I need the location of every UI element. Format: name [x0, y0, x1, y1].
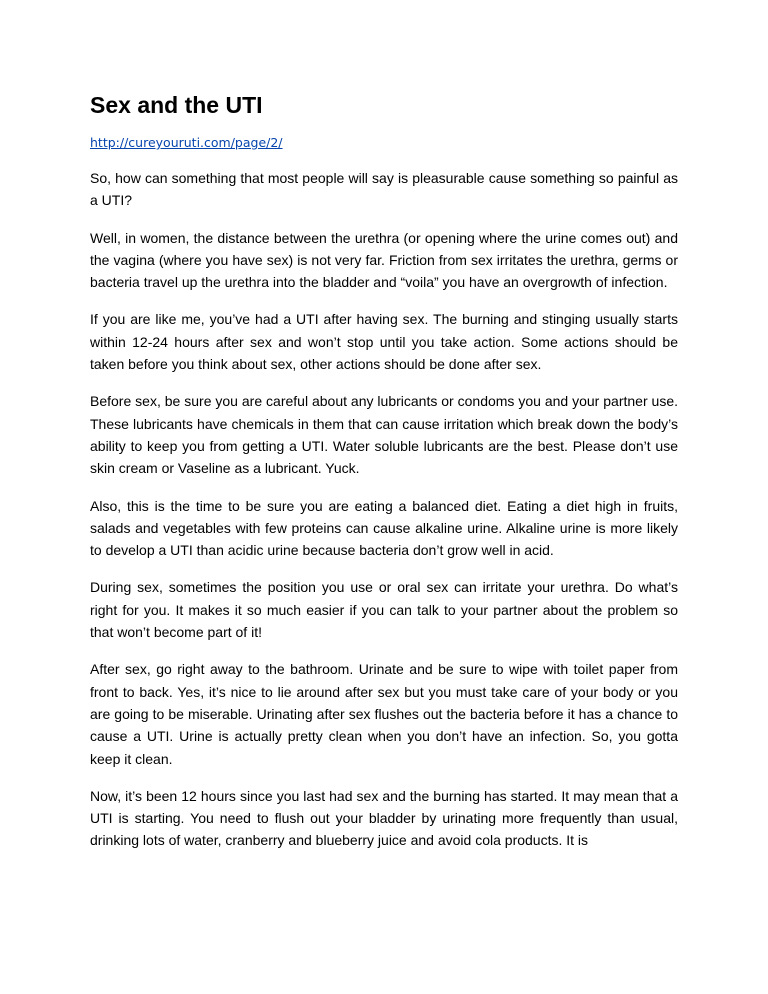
paragraph: Well, in women, the distance between the urethra (or opening where the urine comes out) and the vagina (where you have sex) is not very far. Friction from sex irritates the urethra, germs or bacteria travel up the urethra into the bladder and “voila” you have an overgrowth of infection.	[90, 229, 678, 291]
paragraph: Now, it’s been 12 hours since you last had sex and the burning has started. It may mean that a UTI is starting. You need to flush out your bladder by urinating more frequently than usual, drinking lots of water, cranberry and blueberry juice and avoid cola products. It is	[90, 787, 678, 849]
paragraph: If you are like me, you’ve had a UTI after having sex. The burning and stinging usually starts within 12-24 hours after sex and won’t stop until you take action. Some actions should be taken before you think about sex, other actions should be done after sex.	[90, 311, 678, 373]
document-body	[90, 90, 678, 852]
paragraph: After sex, go right away to the bathroom. Urinate and be sure to wipe with toilet paper from front to back. Yes, it’s nice to lie around after sex but you must take care of your body or you are going to be miserable. Urinating after sex flushes out the bacteria before it has a chance to cause a UTI. Urine is actually pretty clean when you don’t have an infection. So, you gotta keep it clean.	[90, 661, 678, 767]
paragraph: Also, this is the time to be sure you are eating a balanced diet. Eating a diet high in fruits, salads and vegetables with few proteins can cause alkaline urine. Alkaline urine is more likely to develop a UTI than acidic urine because bacteria don’t grow well in acid.	[90, 497, 678, 559]
paragraph: So, how can something that most people will say is pleasurable cause something so painful as a UTI?	[90, 170, 678, 209]
paragraph: During sex, sometimes the position you use or oral sex can irritate your urethra. Do what’s right for you. It makes it so much easier if you can talk to your partner about the problem so that won’t become part of it!	[90, 579, 678, 641]
paragraph: Before sex, be sure you are careful about any lubricants or condoms you and your partner use. These lubricants have chemicals in them that can cause irritation which break down the body’s ability to keep you from getting a UTI. Water soluble lubricants are the best. Please don’t use skin cream or Vaseline as a lubricant. Yuck.	[90, 393, 678, 477]
source-link[interactable]: http://cureyouruti.com/page/2/	[90, 135, 283, 150]
document-title: Sex and the UTI	[90, 92, 263, 118]
